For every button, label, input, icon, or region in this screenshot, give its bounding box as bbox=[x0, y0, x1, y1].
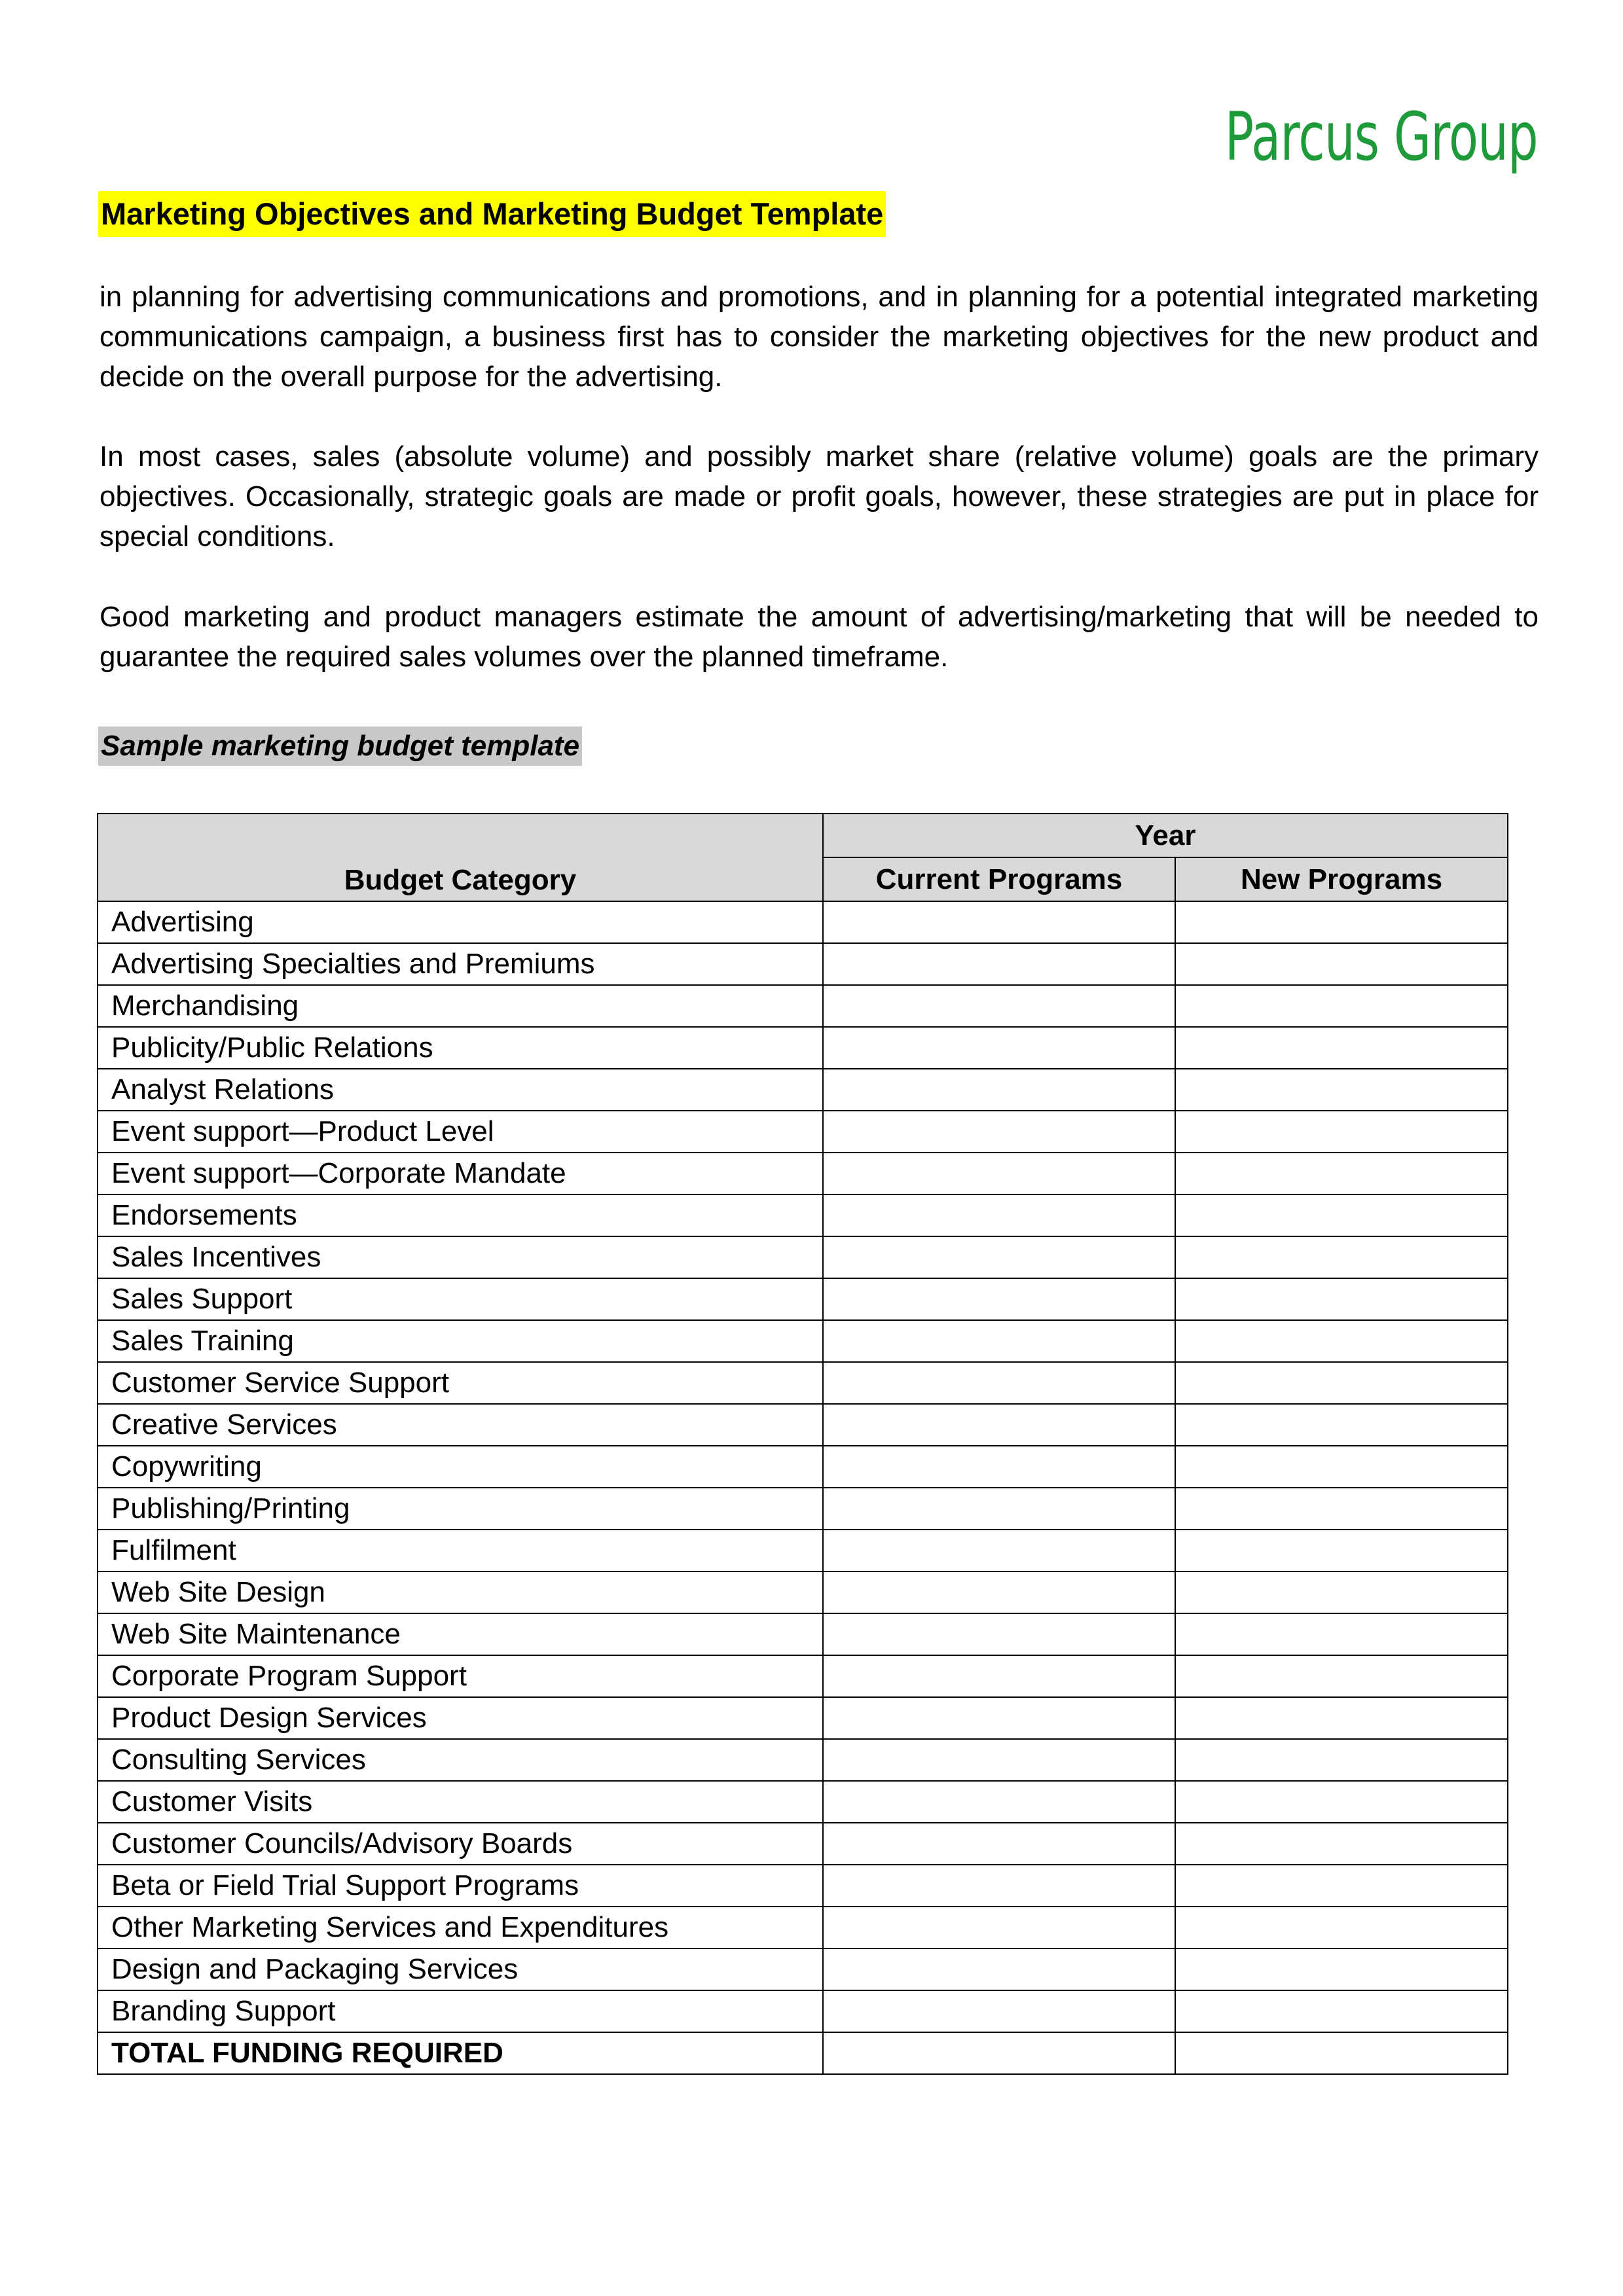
table-row bbox=[98, 1907, 1508, 1948]
budget-category-cell: Web Site Design bbox=[98, 1571, 823, 1613]
new-programs-cell[interactable] bbox=[1175, 1571, 1508, 1613]
current-programs-cell[interactable] bbox=[823, 943, 1175, 985]
table-row bbox=[98, 1069, 1508, 1111]
current-programs-cell[interactable] bbox=[823, 1194, 1175, 1236]
current-programs-cell[interactable] bbox=[823, 1446, 1175, 1488]
current-programs-cell[interactable] bbox=[823, 1278, 1175, 1320]
table-row bbox=[98, 1655, 1508, 1697]
budget-category-cell: Copywriting bbox=[98, 1446, 823, 1488]
document-title: Marketing Objectives and Marketing Budget Template bbox=[98, 191, 886, 237]
new-programs-cell[interactable] bbox=[1175, 1027, 1508, 1069]
budget-category-cell: Fulfilment bbox=[98, 1530, 823, 1571]
budget-category-header: Budget Category bbox=[98, 814, 823, 901]
current-programs-cell[interactable] bbox=[823, 1948, 1175, 1990]
new-programs-cell[interactable] bbox=[1175, 1153, 1508, 1194]
budget-category-cell: Branding Support bbox=[98, 1990, 823, 2032]
current-programs-cell[interactable] bbox=[823, 1655, 1175, 1697]
budget-category-cell: Customer Service Support bbox=[98, 1362, 823, 1404]
table-row bbox=[98, 1613, 1508, 1655]
budget-category-cell: Creative Services bbox=[98, 1404, 823, 1446]
table-row bbox=[98, 1236, 1508, 1278]
new-programs-cell[interactable] bbox=[1175, 1865, 1508, 1907]
table-row bbox=[98, 1781, 1508, 1823]
new-programs-cell[interactable] bbox=[1175, 1613, 1508, 1655]
budget-category-cell: Merchandising bbox=[98, 985, 823, 1027]
table-row bbox=[98, 1194, 1508, 1236]
budget-category-cell: Beta or Field Trial Support Programs bbox=[98, 1865, 823, 1907]
new-programs-cell[interactable] bbox=[1175, 1362, 1508, 1404]
budget-category-cell: Product Design Services bbox=[98, 1697, 823, 1739]
table-row bbox=[98, 1320, 1508, 1362]
current-programs-cell[interactable] bbox=[823, 1530, 1175, 1571]
new-programs-header: New Programs bbox=[1175, 857, 1508, 901]
budget-category-cell: Corporate Program Support bbox=[98, 1655, 823, 1697]
budget-category-cell: Sales Training bbox=[98, 1320, 823, 1362]
new-programs-cell[interactable] bbox=[1175, 901, 1508, 943]
new-programs-cell[interactable] bbox=[1175, 1948, 1508, 1990]
new-programs-cell[interactable] bbox=[1175, 1111, 1508, 1153]
new-programs-cell[interactable] bbox=[1175, 1697, 1508, 1739]
budget-category-cell: Customer Councils/Advisory Boards bbox=[98, 1823, 823, 1865]
current-programs-cell[interactable] bbox=[823, 1865, 1175, 1907]
current-programs-cell[interactable] bbox=[823, 1320, 1175, 1362]
current-programs-cell[interactable] bbox=[823, 1362, 1175, 1404]
new-programs-cell[interactable] bbox=[1175, 1990, 1508, 2032]
table-row bbox=[98, 1488, 1508, 1530]
current-programs-header: Current Programs bbox=[823, 857, 1175, 901]
current-programs-cell[interactable] bbox=[823, 1111, 1175, 1153]
total-current-programs-cell[interactable] bbox=[823, 2032, 1175, 2074]
budget-category-cell: Event support—Corporate Mandate bbox=[98, 1153, 823, 1194]
table-row bbox=[98, 901, 1508, 943]
new-programs-cell[interactable] bbox=[1175, 1781, 1508, 1823]
current-programs-cell[interactable] bbox=[823, 1613, 1175, 1655]
budget-table-body bbox=[98, 901, 1508, 2074]
new-programs-cell[interactable] bbox=[1175, 1446, 1508, 1488]
new-programs-cell[interactable] bbox=[1175, 1069, 1508, 1111]
table-row bbox=[98, 1865, 1508, 1907]
budget-table bbox=[97, 813, 1508, 2075]
current-programs-cell[interactable] bbox=[823, 985, 1175, 1027]
budget-category-cell: Sales Support bbox=[98, 1278, 823, 1320]
table-row bbox=[98, 943, 1508, 985]
new-programs-cell[interactable] bbox=[1175, 1655, 1508, 1697]
budget-category-cell: Endorsements bbox=[98, 1194, 823, 1236]
table-row bbox=[98, 1948, 1508, 1990]
new-programs-cell[interactable] bbox=[1175, 1194, 1508, 1236]
current-programs-cell[interactable] bbox=[823, 1907, 1175, 1948]
table-row bbox=[98, 1362, 1508, 1404]
current-programs-cell[interactable] bbox=[823, 901, 1175, 943]
table-row bbox=[98, 1278, 1508, 1320]
current-programs-cell[interactable] bbox=[823, 1488, 1175, 1530]
current-programs-cell[interactable] bbox=[823, 1027, 1175, 1069]
estimate-paragraph: Good marketing and product managers estimate the amount of advertising/marketing that will be needed to guarantee the required sales volumes over the planned timeframe. bbox=[100, 601, 1539, 673]
table-row bbox=[98, 1027, 1508, 1069]
new-programs-cell[interactable] bbox=[1175, 1823, 1508, 1865]
current-programs-cell[interactable] bbox=[823, 1990, 1175, 2032]
table-row bbox=[98, 1697, 1508, 1739]
budget-category-cell: Design and Packaging Services bbox=[98, 1948, 823, 1990]
budget-category-cell: Advertising bbox=[98, 901, 823, 943]
table-row bbox=[98, 1530, 1508, 1571]
current-programs-cell[interactable] bbox=[823, 1069, 1175, 1111]
current-programs-cell[interactable] bbox=[823, 1697, 1175, 1739]
table-header-row bbox=[98, 814, 1508, 857]
table-row bbox=[98, 1823, 1508, 1865]
new-programs-cell[interactable] bbox=[1175, 1530, 1508, 1571]
current-programs-cell[interactable] bbox=[823, 1571, 1175, 1613]
table-row bbox=[98, 1739, 1508, 1781]
new-programs-cell[interactable] bbox=[1175, 1236, 1508, 1278]
company-logo: Parcus Group bbox=[1224, 98, 1538, 176]
current-programs-cell[interactable] bbox=[823, 1236, 1175, 1278]
budget-category-cell: Web Site Maintenance bbox=[98, 1613, 823, 1655]
total-row bbox=[98, 2032, 1508, 2074]
budget-category-cell: Customer Visits bbox=[98, 1781, 823, 1823]
current-programs-cell[interactable] bbox=[823, 1781, 1175, 1823]
table-subheading: Sample marketing budget template bbox=[98, 726, 582, 766]
budget-category-cell: Event support—Product Level bbox=[98, 1111, 823, 1153]
table-row bbox=[98, 985, 1508, 1027]
new-programs-cell[interactable] bbox=[1175, 985, 1508, 1027]
objectives-paragraph: In most cases, sales (absolute volume) and possibly market share (relative volume) goals are the primary objectives. Occasionally, strategic goals are made or profit goals, however, these strategies are put in place for special conditions. bbox=[100, 440, 1539, 552]
new-programs-cell[interactable] bbox=[1175, 1278, 1508, 1320]
new-programs-cell[interactable] bbox=[1175, 1488, 1508, 1530]
table-row bbox=[98, 1446, 1508, 1488]
current-programs-cell[interactable] bbox=[823, 1739, 1175, 1781]
new-programs-cell[interactable] bbox=[1175, 1907, 1508, 1948]
new-programs-cell[interactable] bbox=[1175, 1404, 1508, 1446]
intro-paragraph: in planning for advertising communications and promotions, and in planning for a potential integrated marketing communications campaign, a business first has to consider the marketing objectives for the new product and decide on the overall purpose for the advertising. bbox=[100, 281, 1539, 393]
year-header: Year bbox=[823, 814, 1508, 857]
budget-category-cell: Sales Incentives bbox=[98, 1236, 823, 1278]
new-programs-cell[interactable] bbox=[1175, 1739, 1508, 1781]
current-programs-cell[interactable] bbox=[823, 1404, 1175, 1446]
table-row bbox=[98, 1404, 1508, 1446]
budget-category-cell: Publicity/Public Relations bbox=[98, 1027, 823, 1069]
current-programs-cell[interactable] bbox=[823, 1823, 1175, 1865]
table-row bbox=[98, 1111, 1508, 1153]
current-programs-cell[interactable] bbox=[823, 1153, 1175, 1194]
table-row bbox=[98, 1571, 1508, 1613]
new-programs-cell[interactable] bbox=[1175, 943, 1508, 985]
new-programs-cell[interactable] bbox=[1175, 1320, 1508, 1362]
table-row bbox=[98, 1990, 1508, 2032]
budget-category-cell: Publishing/Printing bbox=[98, 1488, 823, 1530]
budget-category-cell: Consulting Services bbox=[98, 1739, 823, 1781]
table-row bbox=[98, 1153, 1508, 1194]
budget-category-cell: Advertising Specialties and Premiums bbox=[98, 943, 823, 985]
total-funding-label: TOTAL FUNDING REQUIRED bbox=[98, 2032, 823, 2074]
budget-category-cell: Analyst Relations bbox=[98, 1069, 823, 1111]
total-new-programs-cell[interactable] bbox=[1175, 2032, 1508, 2074]
budget-category-cell: Other Marketing Services and Expenditures bbox=[98, 1907, 823, 1948]
